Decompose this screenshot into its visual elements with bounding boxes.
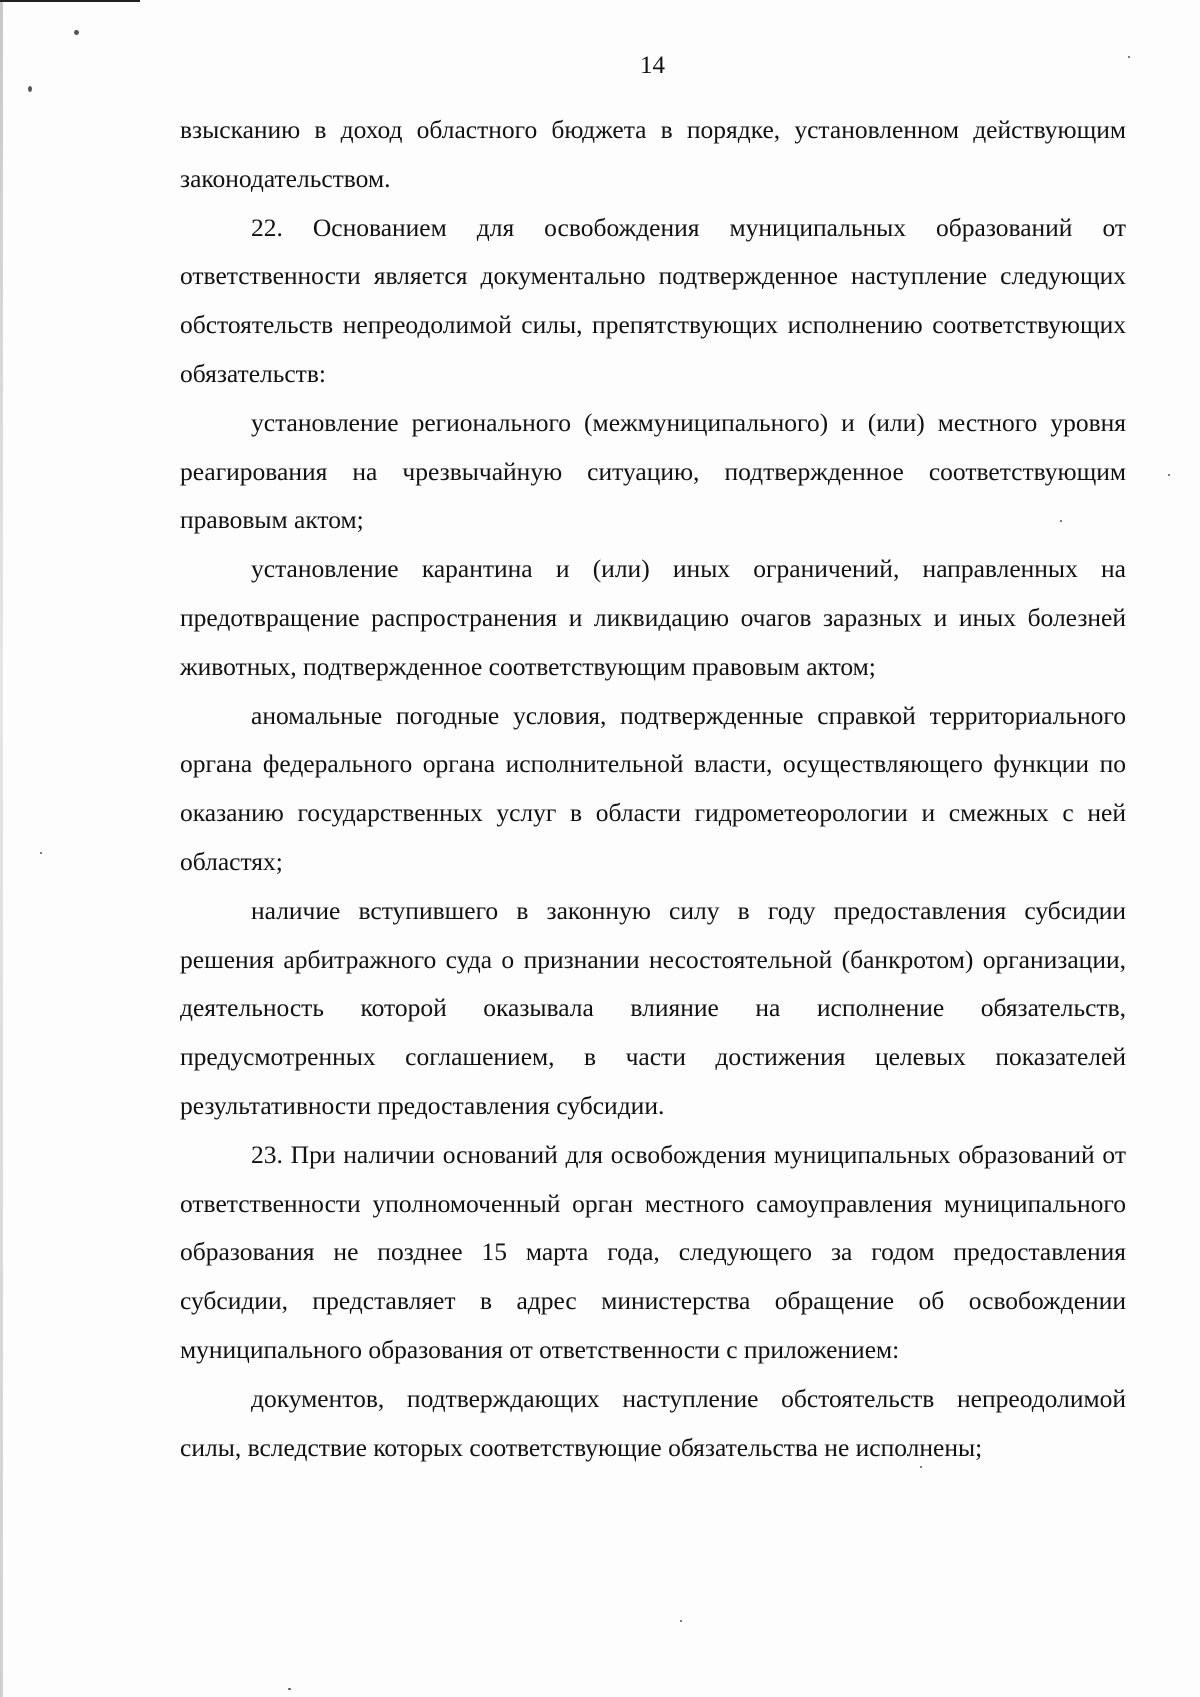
paragraph-continuation: взысканию в доход областного бюджета в порядке, установленном действующим законодательством. (180, 115, 1126, 193)
paragraph-clause-22: 22. Основанием для освобождения муниципальных образований от ответственности является документально подтвержденное наступление следующих обстоятельств непреодолимой силы, препятствующих исполнению соответствующих обязательств: (180, 212, 1126, 388)
scan-speck (28, 86, 32, 92)
scan-speck (1128, 56, 1130, 58)
scan-speck (288, 1688, 291, 1690)
paragraph-documents: документов, подтверждающих наступление обстоятельств непреодолимой силы, вследствие которых соответствующие обязательства не исполнены; (180, 1383, 1126, 1462)
scan-speck (680, 1620, 682, 1622)
document-body (180, 106, 1126, 1472)
scan-speck (920, 1466, 922, 1468)
scan-left-edge (0, 0, 3, 1697)
paragraph-emergency-response: установление регионального (межмуниципального) и (или) местного уровня реагирования на чрезвычайную ситуацию, подтвержденное соответствующим правовым актом; (180, 407, 1126, 535)
scan-speck (40, 852, 42, 854)
page-number: 14 (640, 52, 665, 79)
paragraph-clause-23: 23. При наличии оснований для освобождения муниципальных образований от ответственности уполномоченный орган местного самоуправления муниципального образования не позднее 15 марта года, следующего за годом предоставления субсидии, представляет в адрес министерства обращение об освобождении муниципального образования от ответственности с приложением: (180, 1139, 1126, 1364)
paragraph-quarantine: установление карантина и (или) иных ограничений, направленных на предотвращение распространения и ликвидацию очагов заразных и иных болезней животных, подтвержденное соответствующим правовым актом; (180, 554, 1126, 681)
paragraph-weather-conditions: аномальные погодные условия, подтвержденные справкой территориального органа федерального органа исполнительной власти, осуществляющего функции по оказанию государственных услуг в области гидрометеорологии и смежных с ней областях; (180, 700, 1126, 876)
scan-speck (74, 30, 79, 35)
scan-speck (1060, 520, 1062, 522)
paragraph-bankruptcy: наличие вступившего в законную силу в году предоставления субсидии решения арбитражного суда о признании несостоятельной (банкротом) организации, деятельность которой оказывала влияние на исполнение обязательств, предусмотренных соглашением, в части достижения целевых показателей результативности предоставления субсидии. (180, 895, 1126, 1120)
scan-speck (1168, 474, 1170, 476)
scan-top-rule (0, 0, 140, 2)
